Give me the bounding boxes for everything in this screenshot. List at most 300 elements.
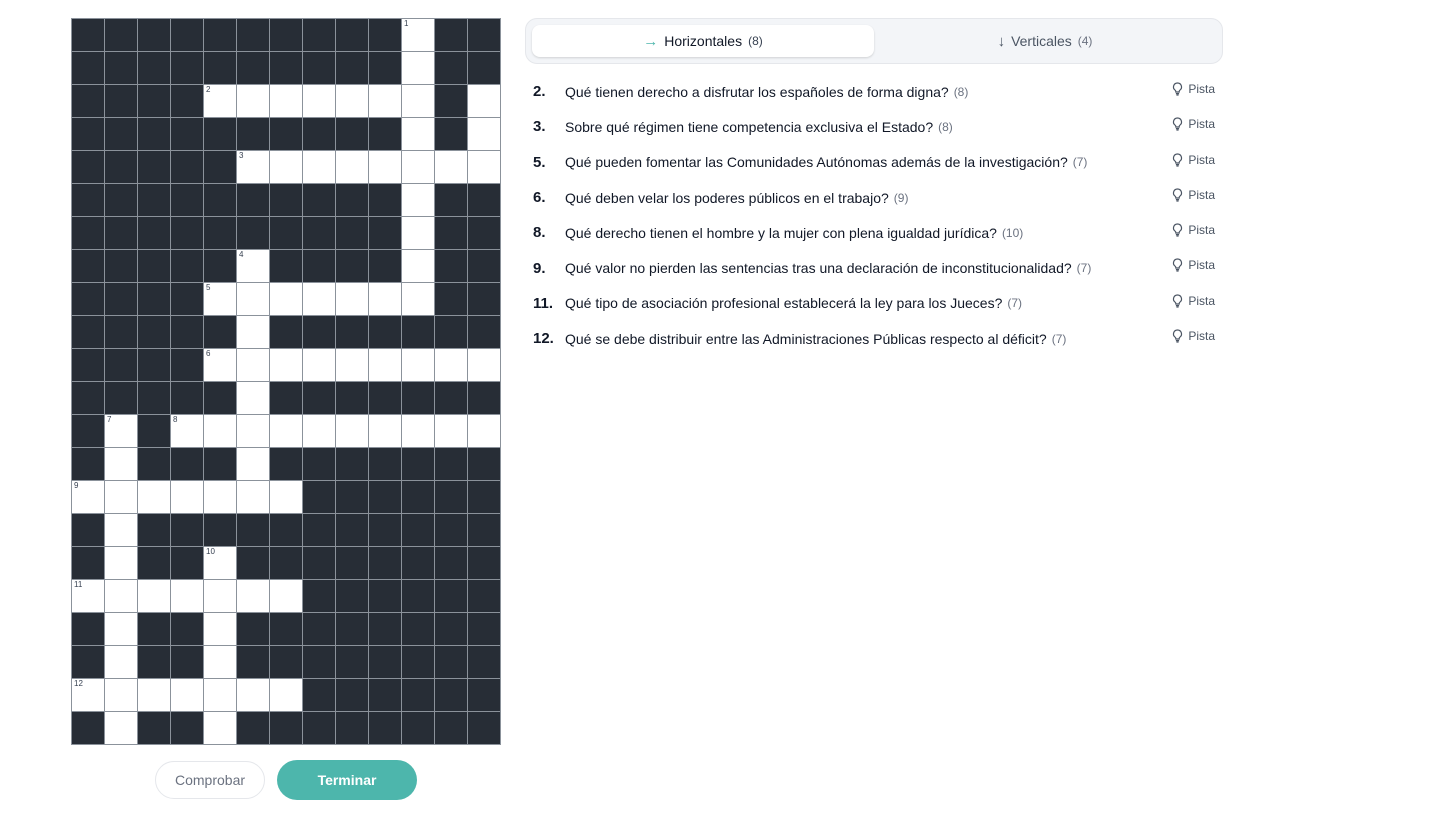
- blocked-cell: [138, 85, 170, 117]
- letter-cell[interactable]: [270, 151, 302, 183]
- letter-cell[interactable]: [402, 349, 434, 381]
- blocked-cell: [237, 52, 269, 84]
- letter-cell[interactable]: [204, 85, 236, 117]
- blocked-cell: [72, 712, 104, 744]
- letter-cell[interactable]: [336, 151, 368, 183]
- letter-cell[interactable]: [171, 580, 203, 612]
- blocked-cell: [468, 19, 500, 51]
- clue-number: 4: [239, 250, 244, 259]
- blocked-cell: [468, 382, 500, 414]
- letter-cell[interactable]: [270, 85, 302, 117]
- clue-number: 1: [404, 19, 409, 28]
- clue-item[interactable]: [533, 74, 1223, 109]
- letter-cell[interactable]: [237, 250, 269, 282]
- blocked-cell: [435, 283, 467, 315]
- blocked-cell: [435, 382, 467, 414]
- letter-cell[interactable]: [204, 481, 236, 513]
- clue-item[interactable]: [533, 215, 1223, 250]
- blocked-cell: [402, 382, 434, 414]
- blocked-cell: [138, 415, 170, 447]
- blocked-cell: [336, 514, 368, 546]
- blocked-cell: [105, 85, 137, 117]
- hint-label: Pista: [1188, 329, 1215, 344]
- letter-cell[interactable]: [402, 217, 434, 249]
- blocked-cell: [72, 547, 104, 579]
- blocked-cell: [237, 118, 269, 150]
- letter-cell[interactable]: [237, 679, 269, 711]
- blocked-cell: [270, 547, 302, 579]
- blocked-cell: [303, 613, 335, 645]
- arrow-right-icon: →: [643, 32, 659, 50]
- blocked-cell: [336, 613, 368, 645]
- letter-cell[interactable]: [402, 184, 434, 216]
- blocked-cell: [402, 316, 434, 348]
- clue-item[interactable]: [533, 286, 1223, 321]
- letter-cell[interactable]: [237, 415, 269, 447]
- letter-cell[interactable]: [171, 679, 203, 711]
- blocked-cell: [138, 217, 170, 249]
- hint-button[interactable]: [1172, 223, 1215, 237]
- letter-cell[interactable]: [105, 547, 137, 579]
- letter-cell[interactable]: [204, 646, 236, 678]
- hint-button[interactable]: [1172, 153, 1215, 167]
- blocked-cell: [72, 52, 104, 84]
- blocked-cell: [369, 481, 401, 513]
- blocked-cell: [72, 316, 104, 348]
- blocked-cell: [105, 118, 137, 150]
- blocked-cell: [72, 283, 104, 315]
- letter-cell[interactable]: [138, 679, 170, 711]
- clue-item-number: 3.: [533, 118, 546, 136]
- blocked-cell: [204, 184, 236, 216]
- letter-cell[interactable]: [303, 415, 335, 447]
- tab-horizontal[interactable]: [532, 25, 874, 57]
- letter-cell[interactable]: [105, 514, 137, 546]
- blocked-cell: [72, 151, 104, 183]
- finish-button[interactable]: Terminar: [277, 760, 417, 800]
- letter-cell[interactable]: [369, 85, 401, 117]
- blocked-cell: [468, 250, 500, 282]
- blocked-cell: [204, 19, 236, 51]
- blocked-cell: [171, 646, 203, 678]
- blocked-cell: [468, 547, 500, 579]
- blocked-cell: [369, 580, 401, 612]
- letter-cell[interactable]: [72, 580, 104, 612]
- blocked-cell: [270, 52, 302, 84]
- blocked-cell: [72, 217, 104, 249]
- blocked-cell: [270, 514, 302, 546]
- blocked-cell: [303, 217, 335, 249]
- blocked-cell: [138, 184, 170, 216]
- blocked-cell: [204, 250, 236, 282]
- blocked-cell: [171, 151, 203, 183]
- clue-item-length: (8): [953, 84, 969, 99]
- blocked-cell: [468, 448, 500, 480]
- letter-cell[interactable]: [105, 613, 137, 645]
- blocked-cell: [369, 52, 401, 84]
- letter-cell[interactable]: [105, 679, 137, 711]
- blocked-cell: [138, 316, 170, 348]
- blocked-cell: [468, 514, 500, 546]
- letter-cell[interactable]: [402, 415, 434, 447]
- blocked-cell: [402, 580, 434, 612]
- clue-item-text: Qué valor no pierden las sentencias tras una declaración de inconstitucionalidad?: [565, 260, 1072, 277]
- letter-cell[interactable]: [435, 415, 467, 447]
- blocked-cell: [138, 448, 170, 480]
- blocked-cell: [105, 217, 137, 249]
- blocked-cell: [369, 646, 401, 678]
- letter-cell[interactable]: [138, 481, 170, 513]
- letter-cell[interactable]: [336, 349, 368, 381]
- blocked-cell: [171, 184, 203, 216]
- clue-item-text: Qué tipo de asociación profesional establecerá la ley para los Jueces?: [565, 295, 1003, 312]
- blocked-cell: [138, 547, 170, 579]
- letter-cell[interactable]: [237, 382, 269, 414]
- blocked-cell: [369, 448, 401, 480]
- clue-item-number: 9.: [533, 259, 546, 277]
- blocked-cell: [105, 382, 137, 414]
- blocked-cell: [171, 283, 203, 315]
- letter-cell[interactable]: [402, 85, 434, 117]
- blocked-cell: [303, 712, 335, 744]
- blocked-cell: [237, 19, 269, 51]
- blocked-cell: [270, 646, 302, 678]
- check-button[interactable]: Comprobar: [155, 761, 265, 799]
- letter-cell[interactable]: [402, 283, 434, 315]
- clue-item-length: (7): [1076, 261, 1092, 276]
- letter-cell[interactable]: [204, 679, 236, 711]
- blocked-cell: [336, 448, 368, 480]
- blocked-cell: [138, 19, 170, 51]
- blocked-cell: [336, 679, 368, 711]
- letter-cell[interactable]: [270, 580, 302, 612]
- blocked-cell: [435, 118, 467, 150]
- blocked-cell: [402, 679, 434, 711]
- hint-button[interactable]: [1172, 258, 1215, 272]
- blocked-cell: [171, 349, 203, 381]
- blocked-cell: [303, 382, 335, 414]
- clue-item[interactable]: [533, 109, 1223, 144]
- blocked-cell: [72, 349, 104, 381]
- blocked-cell: [72, 19, 104, 51]
- blocked-cell: [468, 184, 500, 216]
- clue-item-number: 2.: [533, 83, 546, 101]
- blocked-cell: [138, 118, 170, 150]
- blocked-cell: [435, 217, 467, 249]
- blocked-cell: [171, 514, 203, 546]
- blocked-cell: [369, 613, 401, 645]
- blocked-cell: [336, 580, 368, 612]
- blocked-cell: [402, 547, 434, 579]
- blocked-cell: [171, 547, 203, 579]
- letter-cell[interactable]: [402, 151, 434, 183]
- blocked-cell: [435, 613, 467, 645]
- letter-cell[interactable]: [204, 547, 236, 579]
- letter-cell[interactable]: [204, 580, 236, 612]
- letter-cell[interactable]: [303, 283, 335, 315]
- hint-button[interactable]: [1172, 329, 1215, 343]
- letter-cell[interactable]: [105, 580, 137, 612]
- lightbulb-icon: [1172, 117, 1183, 131]
- blocked-cell: [270, 382, 302, 414]
- blocked-cell: [336, 712, 368, 744]
- letter-cell[interactable]: [105, 415, 137, 447]
- letter-cell[interactable]: [270, 283, 302, 315]
- letter-cell[interactable]: [369, 151, 401, 183]
- letter-cell[interactable]: [171, 481, 203, 513]
- action-buttons: [155, 761, 417, 800]
- arrow-down-icon: ↓: [997, 32, 1006, 50]
- blocked-cell: [72, 118, 104, 150]
- clue-item-length: (7): [1007, 296, 1023, 311]
- clue-number: 2: [206, 85, 211, 94]
- blocked-cell: [105, 52, 137, 84]
- letter-cell[interactable]: [237, 448, 269, 480]
- letter-cell[interactable]: [72, 481, 104, 513]
- letter-cell[interactable]: [237, 151, 269, 183]
- blocked-cell: [336, 52, 368, 84]
- clue-number: 9: [74, 481, 79, 490]
- letter-cell[interactable]: [270, 679, 302, 711]
- clue-item-length: (8): [938, 119, 953, 134]
- lightbulb-icon: [1172, 258, 1183, 272]
- lightbulb-icon: [1172, 188, 1183, 202]
- letter-cell[interactable]: [336, 85, 368, 117]
- blocked-cell: [435, 448, 467, 480]
- clue-number: 6: [206, 349, 211, 358]
- blocked-cell: [369, 118, 401, 150]
- blocked-cell: [435, 547, 467, 579]
- blocked-cell: [72, 184, 104, 216]
- blocked-cell: [237, 217, 269, 249]
- blocked-cell: [435, 85, 467, 117]
- letter-cell[interactable]: [402, 19, 434, 51]
- blocked-cell: [369, 547, 401, 579]
- blocked-cell: [402, 448, 434, 480]
- lightbulb-icon: [1172, 223, 1183, 237]
- blocked-cell: [336, 547, 368, 579]
- letter-cell[interactable]: [468, 85, 500, 117]
- blocked-cell: [402, 514, 434, 546]
- letter-cell[interactable]: [468, 151, 500, 183]
- blocked-cell: [435, 481, 467, 513]
- letter-cell[interactable]: [435, 151, 467, 183]
- letter-cell[interactable]: [204, 712, 236, 744]
- blocked-cell: [171, 52, 203, 84]
- clue-number: 12: [74, 679, 83, 688]
- blocked-cell: [303, 481, 335, 513]
- letter-cell[interactable]: [237, 316, 269, 348]
- letter-cell[interactable]: [105, 712, 137, 744]
- blocked-cell: [204, 514, 236, 546]
- blocked-cell: [171, 217, 203, 249]
- blocked-cell: [270, 250, 302, 282]
- blocked-cell: [138, 250, 170, 282]
- letter-cell[interactable]: [72, 679, 104, 711]
- letter-cell[interactable]: [369, 349, 401, 381]
- letter-cell[interactable]: [303, 349, 335, 381]
- letter-cell[interactable]: [204, 283, 236, 315]
- clue-direction-tabs: [525, 18, 1223, 64]
- letter-cell[interactable]: [204, 415, 236, 447]
- blocked-cell: [72, 448, 104, 480]
- clue-number: 10: [206, 547, 215, 556]
- blocked-cell: [204, 217, 236, 249]
- blocked-cell: [105, 316, 137, 348]
- letter-cell[interactable]: [435, 349, 467, 381]
- blocked-cell: [336, 382, 368, 414]
- blocked-cell: [171, 712, 203, 744]
- blocked-cell: [468, 712, 500, 744]
- blocked-cell: [468, 580, 500, 612]
- clue-item-length: (10): [1001, 225, 1024, 240]
- letter-cell[interactable]: [171, 415, 203, 447]
- letter-cell[interactable]: [237, 580, 269, 612]
- letter-cell[interactable]: [105, 481, 137, 513]
- hint-label: Pista: [1188, 223, 1215, 238]
- hint-button[interactable]: [1172, 294, 1215, 308]
- blocked-cell: [105, 19, 137, 51]
- blocked-cell: [303, 547, 335, 579]
- clue-item-number: 12.: [533, 330, 554, 348]
- blocked-cell: [369, 184, 401, 216]
- blocked-cell: [237, 613, 269, 645]
- blocked-cell: [369, 514, 401, 546]
- blocked-cell: [270, 217, 302, 249]
- hint-label: Pista: [1188, 152, 1215, 167]
- blocked-cell: [72, 646, 104, 678]
- hint-button[interactable]: [1172, 82, 1215, 96]
- blocked-cell: [237, 646, 269, 678]
- letter-cell[interactable]: [204, 349, 236, 381]
- clue-item-length: (7): [1051, 331, 1067, 346]
- blocked-cell: [171, 382, 203, 414]
- blocked-cell: [105, 250, 137, 282]
- blocked-cell: [402, 613, 434, 645]
- clue-item-text: Qué derecho tienen el hombre y la mujer con plena igualdad jurídica?: [565, 224, 997, 241]
- letter-cell[interactable]: [237, 349, 269, 381]
- blocked-cell: [369, 217, 401, 249]
- clue-number: 3: [239, 151, 244, 160]
- clue-item-length: (9): [893, 190, 909, 205]
- letter-cell[interactable]: [468, 118, 500, 150]
- blocked-cell: [72, 514, 104, 546]
- blocked-cell: [336, 217, 368, 249]
- blocked-cell: [303, 514, 335, 546]
- letter-cell[interactable]: [270, 415, 302, 447]
- blocked-cell: [435, 52, 467, 84]
- blocked-cell: [138, 52, 170, 84]
- letter-cell[interactable]: [105, 448, 137, 480]
- clue-item-text: Qué se debe distribuir entre las Administraciones Públicas respecto al déficit?: [565, 330, 1047, 347]
- blocked-cell: [435, 514, 467, 546]
- letter-cell[interactable]: [402, 52, 434, 84]
- blocked-cell: [171, 448, 203, 480]
- clue-item[interactable]: [533, 180, 1223, 215]
- tab-vertical-count: (4): [1077, 34, 1093, 48]
- blocked-cell: [468, 679, 500, 711]
- clue-list: [533, 74, 1223, 356]
- blocked-cell: [435, 19, 467, 51]
- clue-number: 8: [173, 415, 178, 424]
- blocked-cell: [435, 250, 467, 282]
- blocked-cell: [138, 646, 170, 678]
- hint-label: Pista: [1188, 82, 1215, 96]
- letter-cell[interactable]: [303, 151, 335, 183]
- letter-cell[interactable]: [303, 85, 335, 117]
- blocked-cell: [237, 712, 269, 744]
- blocked-cell: [105, 349, 137, 381]
- blocked-cell: [336, 118, 368, 150]
- letter-cell[interactable]: [402, 118, 434, 150]
- blocked-cell: [336, 316, 368, 348]
- blocked-cell: [303, 316, 335, 348]
- letter-cell[interactable]: [336, 415, 368, 447]
- letter-cell[interactable]: [237, 85, 269, 117]
- clue-number: 5: [206, 283, 211, 292]
- clue-item-text: Qué tienen derecho a disfrutar los españoles de forma digna?: [565, 83, 949, 100]
- blocked-cell: [204, 448, 236, 480]
- hint-label: Pista: [1188, 293, 1215, 308]
- blocked-cell: [336, 184, 368, 216]
- tab-vertical-label: Verticales: [1011, 33, 1072, 49]
- letter-cell[interactable]: [204, 613, 236, 645]
- lightbulb-icon: [1172, 294, 1183, 308]
- blocked-cell: [435, 712, 467, 744]
- blocked-cell: [72, 382, 104, 414]
- blocked-cell: [336, 19, 368, 51]
- tab-horizontal-count: (8): [748, 34, 763, 48]
- tab-horizontal-label: Horizontales: [664, 33, 743, 49]
- clue-item[interactable]: [533, 145, 1223, 180]
- letter-cell[interactable]: [138, 580, 170, 612]
- blocked-cell: [468, 646, 500, 678]
- letter-cell[interactable]: [105, 646, 137, 678]
- hint-label: Pista: [1188, 117, 1215, 132]
- blocked-cell: [435, 184, 467, 216]
- letter-cell[interactable]: [237, 283, 269, 315]
- blocked-cell: [237, 514, 269, 546]
- clue-item-number: 6.: [533, 189, 546, 207]
- letter-cell[interactable]: [270, 349, 302, 381]
- letter-cell[interactable]: [369, 283, 401, 315]
- letter-cell[interactable]: [270, 481, 302, 513]
- letter-cell[interactable]: [468, 349, 500, 381]
- hint-button[interactable]: [1172, 188, 1215, 202]
- clue-item-number: 11.: [533, 294, 554, 312]
- blocked-cell: [336, 481, 368, 513]
- clue-number: 7: [107, 415, 112, 424]
- blocked-cell: [171, 316, 203, 348]
- letter-cell[interactable]: [402, 250, 434, 282]
- blocked-cell: [204, 52, 236, 84]
- letter-cell[interactable]: [336, 283, 368, 315]
- hint-label: Pista: [1188, 187, 1215, 202]
- tab-vertical[interactable]: [874, 25, 1216, 57]
- letter-cell[interactable]: [369, 415, 401, 447]
- clue-item-length: (7): [1072, 155, 1088, 170]
- blocked-cell: [402, 646, 434, 678]
- hint-button[interactable]: [1172, 117, 1215, 131]
- blocked-cell: [105, 151, 137, 183]
- blocked-cell: [237, 547, 269, 579]
- clue-item[interactable]: [533, 250, 1223, 285]
- letter-cell[interactable]: [237, 481, 269, 513]
- letter-cell[interactable]: [468, 415, 500, 447]
- blocked-cell: [369, 679, 401, 711]
- blocked-cell: [270, 118, 302, 150]
- clue-item[interactable]: [533, 321, 1223, 356]
